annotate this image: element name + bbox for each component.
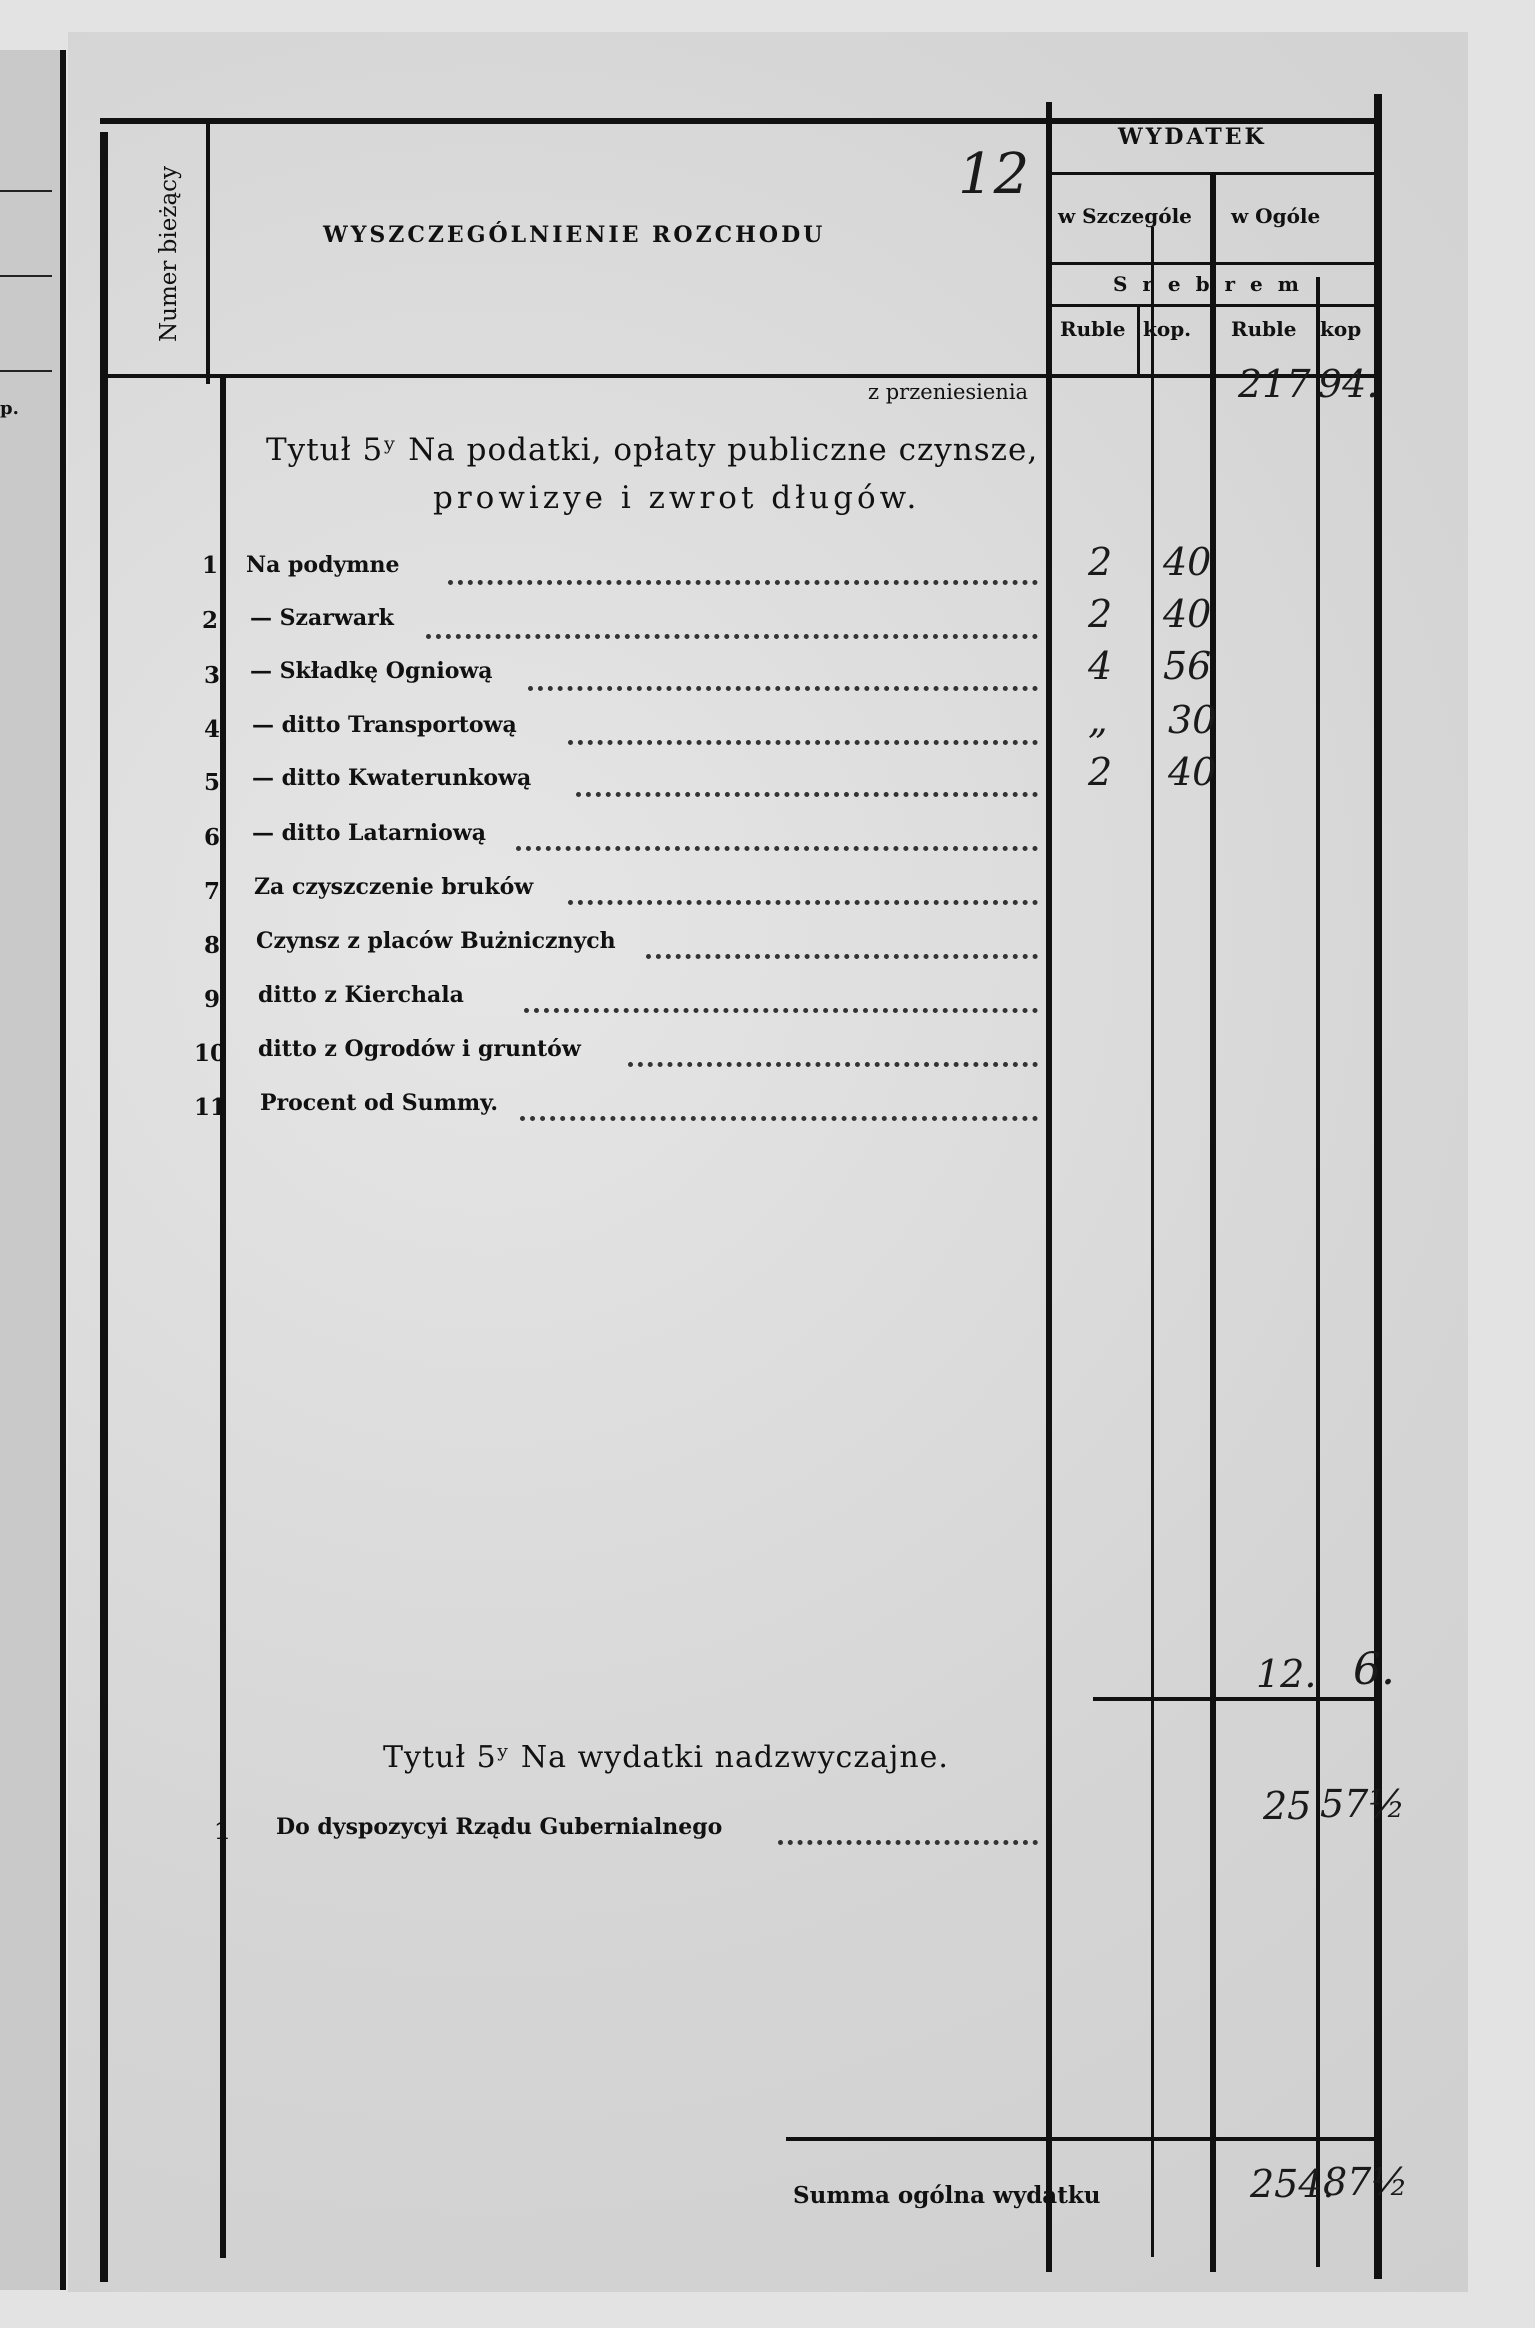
row-number: 10 — [193, 1040, 226, 1067]
leader-dots — [568, 878, 1038, 905]
leader-dots — [448, 558, 1038, 585]
rubles-header: Ruble — [1060, 317, 1126, 341]
row-label: — ditto Latarniową — [252, 820, 487, 846]
row-label: — ditto Kwaterunkową — [252, 765, 532, 791]
description-col-rule — [1046, 102, 1052, 2272]
kop-head-rule — [1137, 304, 1140, 374]
leader-dots — [778, 1818, 1038, 1845]
row-label: Na podymne — [246, 552, 400, 578]
leader-dots — [646, 932, 1038, 959]
row-rubles: 2 — [1088, 592, 1113, 636]
row-number: 6 — [203, 824, 220, 851]
kop-total-header: kop — [1320, 317, 1362, 341]
row-label: ditto z Ogrodów i gruntów — [258, 1036, 581, 1062]
section2-title: Tytuł 5ʸ Na wydatki nadzwyczajne. — [383, 1740, 949, 1775]
subhead-rule — [1052, 262, 1374, 265]
outer-right-border — [1374, 94, 1382, 2279]
row-kop: 40 — [1168, 750, 1217, 794]
ledger-page — [68, 32, 1468, 2292]
row-label: Czynsz z placów Bużnicznych — [256, 928, 616, 954]
total-header: w Ogóle — [1231, 204, 1321, 228]
section1-title-line1: Tytuł 5ʸ Na podatki, opłaty publiczne czynsze, — [266, 432, 1039, 468]
detail-kop-rule — [1151, 227, 1154, 2257]
carried-rubles: 217 — [1238, 362, 1311, 406]
section1-title-line2: prowizye i zwrot długów. — [433, 480, 921, 516]
row-label: Za czyszczenie bruków — [254, 874, 534, 900]
row-kop: 56 — [1163, 644, 1212, 688]
grand-total-label: Summa ogólna wydatku — [793, 2182, 1101, 2209]
description-column-header: WYSZCZEGÓLNIENIE ROZCHODU — [323, 222, 826, 248]
leader-dots — [516, 824, 1038, 851]
rubles-total-header: Ruble — [1231, 317, 1297, 341]
subtotal-rule — [1093, 1697, 1374, 1701]
row-label: — Składkę Ogniową — [250, 658, 493, 684]
leader-dots — [576, 770, 1038, 797]
leader-dots — [524, 986, 1038, 1013]
row-number: 9 — [203, 986, 220, 1013]
row-number: 2 — [201, 607, 218, 634]
leader-dots — [628, 1040, 1038, 1067]
row-kop: 40 — [1163, 592, 1212, 636]
carried-kop: 94. — [1318, 362, 1379, 406]
row-number: 3 — [203, 662, 220, 689]
carried-forward-label: z przeniesienia — [868, 380, 1029, 404]
row-kop: 30 — [1168, 698, 1217, 742]
row-label: ditto z Kierchala — [258, 982, 464, 1008]
number-column-header: Numer bieżący — [156, 165, 182, 342]
leader-dots — [568, 718, 1038, 745]
row-rubles: 4 — [1088, 644, 1113, 688]
detail-header: w Szczególe — [1058, 204, 1192, 228]
summary-rule — [786, 2137, 1374, 2141]
section1-total-kop: 6. — [1353, 1644, 1395, 1695]
outer-left-border — [100, 132, 108, 2282]
row-rubles: 25 — [1263, 1784, 1312, 1828]
leader-dots — [426, 612, 1038, 639]
grand-total-rubles: 254. — [1250, 2162, 1335, 2206]
row-rubles: „ — [1088, 698, 1108, 742]
leader-dots — [528, 664, 1038, 691]
header-bottom-rule — [108, 374, 1374, 378]
row-label: — Szarwark — [250, 605, 394, 631]
row-label: — ditto Transportową — [252, 712, 517, 738]
detail-total-rule — [1210, 172, 1216, 2272]
subhead-rule-2 — [1052, 304, 1374, 307]
currency-header: S r e b r e m — [1113, 272, 1303, 296]
number-col-rule-body — [220, 378, 226, 2258]
grand-total-kop: 87½ — [1323, 2160, 1409, 2204]
row-number: 7 — [203, 878, 220, 905]
row-number: 5 — [203, 769, 220, 796]
row-rubles: 2 — [1088, 540, 1113, 584]
row-number: 8 — [203, 932, 220, 959]
number-col-rule — [206, 124, 210, 384]
page-number: 12 — [958, 142, 1030, 207]
row-number: 11 — [193, 1094, 226, 1121]
total-kop-rule — [1316, 277, 1320, 2267]
section1-total-rubles: 12. — [1256, 1652, 1317, 1696]
previous-page-edge: p. — [0, 50, 66, 2290]
expense-under-rule — [1052, 172, 1374, 175]
row-number: 1 — [201, 552, 218, 579]
row-kop: 57½ — [1320, 1782, 1406, 1826]
row-number: 4 — [203, 716, 220, 743]
row-number: 1 — [213, 1818, 230, 1845]
row-label: Do dyspozycyi Rządu Gubernialnego — [276, 1814, 723, 1840]
row-kop: 40 — [1163, 540, 1212, 584]
row-rubles: 2 — [1088, 750, 1113, 794]
leader-dots — [520, 1094, 1038, 1121]
row-label: Procent od Summy. — [260, 1090, 499, 1116]
kop-header: kop. — [1143, 317, 1192, 341]
expense-header: WYDATEK — [1118, 124, 1267, 150]
